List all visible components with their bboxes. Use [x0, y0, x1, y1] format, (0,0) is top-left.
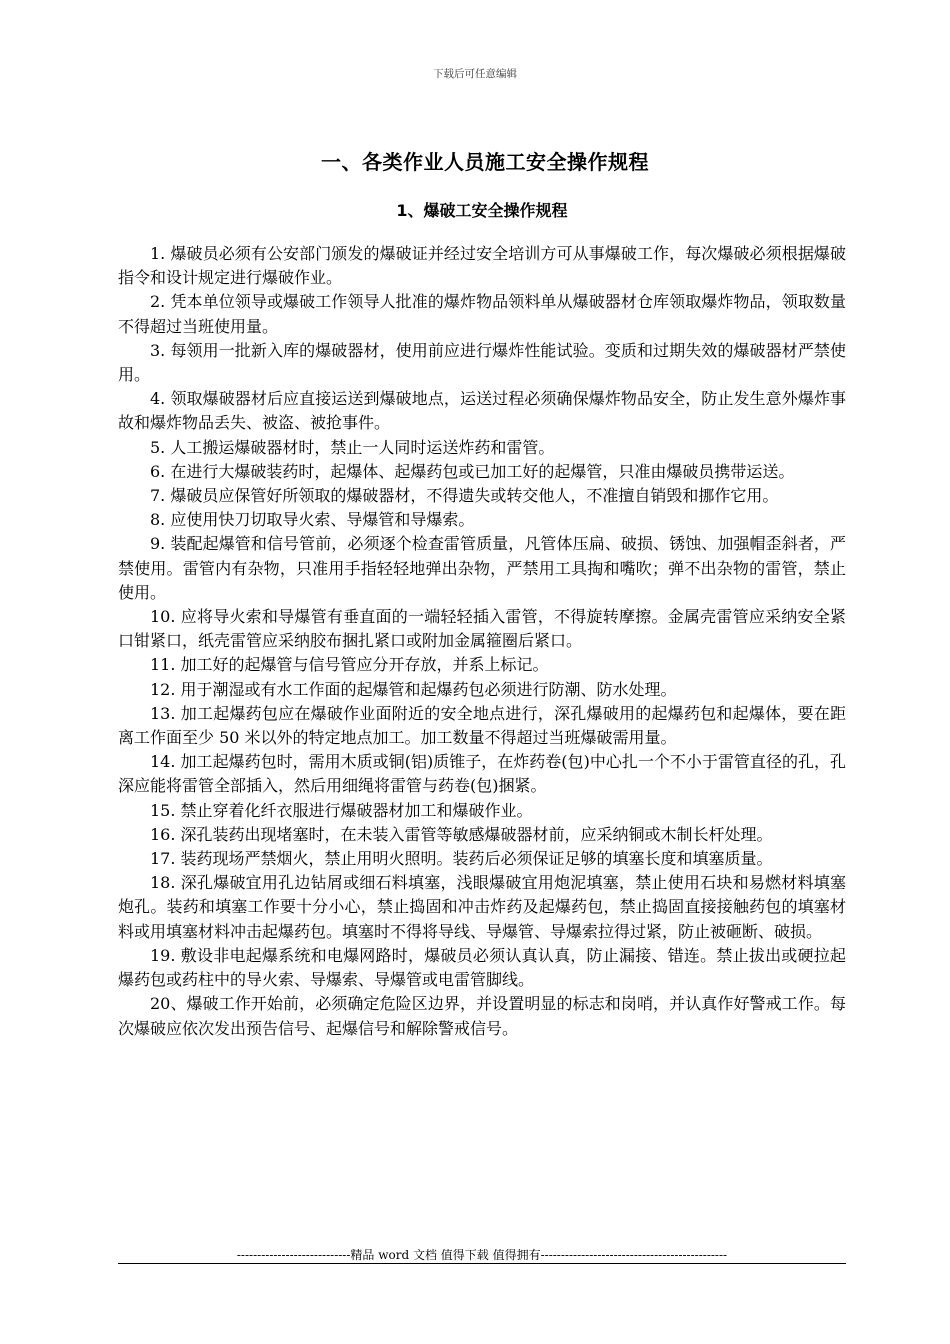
paragraph-20: 20、爆破工作开始前，必须确定危险区边界，并设置明显的标志和岗哨，并认真作好警戒工作。每次爆破应依次发出预告信号、起爆信号和解除警戒信号。 — [118, 994, 846, 1038]
paragraph-13: 13. 加工起爆药包应在爆破作业面附近的安全地点进行，深孔爆破用的起爆药包和起爆体，要在距离工作面至少 50 米以外的特定地点加工。加工数量不得超过当班爆破需用量。 — [118, 703, 846, 748]
document-title: 一、各类作业人员施工安全操作规程 — [321, 150, 649, 174]
paragraph-19: 19. 敷设非电起爆系统和电爆网路时，爆破员必须认真认真，防止漏接、错连。禁止拔出或硬拉起爆药包或药柱中的导火索、导爆索、导爆管或电雷管脚线。 — [118, 945, 846, 990]
paragraph-7: 7. 爆破员应保管好所领取的爆破器材，不得遗失或转交他人，不准擅自销毁和挪作它用。 — [150, 486, 779, 506]
paragraph-1: 1. 爆破员必须有公安部门颁发的爆破证并经过安全培训方可从事爆破工作，每次爆破必须根据爆破指令和设计规定进行爆破作业。 — [118, 244, 846, 288]
paragraph-9: 9. 装配起爆管和信号管前，必须逐个检查雷管质量，凡管体压扁、破损、锈蚀、加强帽歪斜者，严禁使用。雷管内有杂物，只准用手指轻轻地弹出杂物，严禁用工具掏和嘴吹；弹不出杂物的雷管，禁止使用。 — [118, 534, 846, 602]
section-subtitle: 1、爆破工安全操作规程 — [396, 201, 568, 220]
footer-note: ----------------------------精品 word 文档 值得下载 值得拥有---------------------------------------------- — [236, 1248, 728, 1262]
footer-divider — [118, 1263, 846, 1264]
paragraph-10: 10. 应将导火索和导爆管有垂直面的一端轻轻插入雷管，不得旋转摩擦。金属壳雷管应采纳安全紧口钳紧口，纸壳雷管应采纳胶布捆扎紧口或附加金属箍圈后紧口。 — [118, 607, 846, 651]
paragraph-4: 4. 领取爆破器材后应直接运送到爆破地点，运送过程必须确保爆炸物品安全，防止发生意外爆炸事故和爆炸物品丢失、被盗、被抢事件。 — [118, 389, 846, 433]
paragraph-5: 5. 人工搬运爆破器材时，禁止一人同时运送炸药和雷管。 — [150, 437, 555, 457]
paragraph-3: 3. 每领用一批新入库的爆破器材，使用前应进行爆炸性能试验。变质和过期失效的爆破器材严禁使用。 — [118, 340, 846, 385]
paragraph-8: 8. 应使用快刀切取导火索、导爆管和导爆索。 — [150, 510, 475, 530]
header-note: 下载后可任意编辑 — [433, 68, 517, 80]
paragraph-12: 12. 用于潮湿或有水工作面的起爆管和起爆药包必须进行防潮、防水处理。 — [150, 679, 677, 699]
document-body — [118, 242, 846, 1041]
paragraph-15: 15. 禁止穿着化纤衣服进行爆破器材加工和爆破作业。 — [150, 800, 533, 820]
paragraph-14: 14. 加工起爆药包时，需用木质或铜(铝)质锥子，在炸药卷(包)中心扎一个不小于雷管直径的孔，孔深应能将雷管全部插入，然后用细绳将雷管与药卷(包)捆紧。 — [118, 752, 846, 796]
paragraph-16: 16. 深孔装药出现堵塞时，在未装入雷管等敏感爆破器材前，应采纳铜或木制长杆处理。 — [150, 824, 773, 844]
paragraph-11: 11. 加工好的起爆管与信号管应分开存放，并系上标记。 — [150, 655, 549, 675]
paragraph-18: 18. 深孔爆破宜用孔边钻屑或细石料填塞，浅眼爆破宜用炮泥填塞，禁止使用石块和易燃材料填塞炮孔。装药和填塞工作要十分小心，禁止捣固和冲击炸药及起爆药包，禁止捣固直接接触药包的填塞材料或用填塞材料冲击起爆药包。填塞时不得将导线、导爆管、导爆索拉得过紧，防止被砸断、破损。 — [118, 873, 846, 941]
paragraph-2: 2. 凭本单位领导或爆破工作领导人批准的爆炸物品领料单从爆破器材仓库领取爆炸物品，领取数量不得超过当班使用量。 — [118, 292, 846, 336]
paragraph-17: 17. 装药现场严禁烟火，禁止用明火照明。装药后必须保证足够的填塞长度和填塞质量。 — [150, 849, 773, 869]
paragraph-6: 6. 在进行大爆破装药时，起爆体、起爆药包或已加工好的起爆管，只准由爆破员携带运送。 — [150, 461, 795, 481]
